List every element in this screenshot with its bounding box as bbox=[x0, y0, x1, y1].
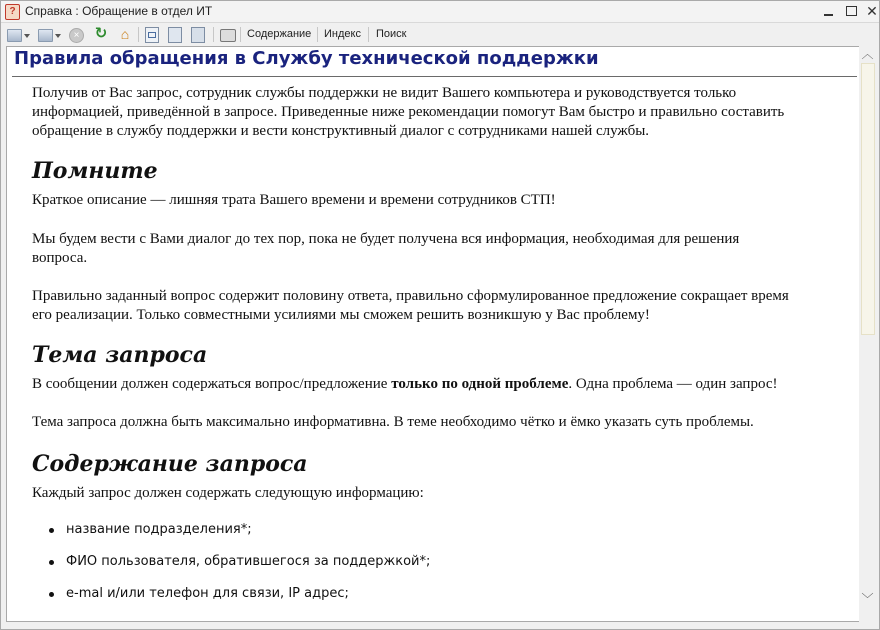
toolbar bbox=[1, 23, 879, 45]
forward-icon[interactable] bbox=[38, 29, 53, 42]
print-icon[interactable] bbox=[220, 29, 236, 42]
remember-paragraph-1: Краткое описание — лишняя трата Вашего времени и времени сотрудников СТП! bbox=[32, 192, 556, 208]
paragraph-line: его реализации. Только совместными усилиями мы сможем решить возникшую у Вас проблему! bbox=[32, 307, 650, 323]
close-button[interactable] bbox=[861, 2, 880, 20]
maximize-icon bbox=[846, 6, 857, 16]
intro-paragraph bbox=[32, 84, 847, 141]
contents-link[interactable]: Содержание bbox=[247, 28, 312, 40]
paragraph-line: вопроса. bbox=[32, 250, 88, 266]
content-paragraph: Каждый запрос должен содержать следующую информацию: bbox=[32, 485, 424, 501]
paragraph-text: В сообщении должен содержаться вопрос/предложение bbox=[32, 376, 392, 392]
paragraph-text: . Одна проблема — один запрос! bbox=[568, 376, 778, 392]
scroll-up-icon[interactable]: ︿ bbox=[861, 47, 874, 61]
title-divider bbox=[12, 76, 857, 77]
intro-line: Получив от Вас запрос, сотрудник службы поддержки не видит Вашего компьютера и руководствуется только bbox=[32, 85, 737, 101]
toolbar-separator bbox=[317, 27, 318, 42]
close-icon: ✕ bbox=[866, 3, 878, 19]
refresh-icon[interactable]: ↻ bbox=[94, 25, 108, 42]
toolbar-separator bbox=[138, 27, 139, 42]
stop-icon[interactable]: × bbox=[69, 28, 84, 43]
list-item-text: название подразделения*; bbox=[66, 522, 252, 537]
help-icon: ? bbox=[5, 4, 20, 20]
toolbar-separator bbox=[368, 27, 369, 42]
title-bar bbox=[1, 1, 879, 23]
subject-heading: Тема запроса bbox=[32, 342, 208, 368]
bullet-icon bbox=[49, 560, 54, 565]
list-item-text: e-mal и/или телефон для связи, IP адрес; bbox=[66, 586, 349, 601]
minimize-icon bbox=[824, 14, 833, 16]
remember-paragraph-3 bbox=[32, 287, 847, 325]
bullet-icon bbox=[49, 528, 54, 533]
paragraph-line: Мы будем вести с Вами диалог до тех пор, пока не будет получена вся информация, необходимая для решения bbox=[32, 231, 740, 247]
intro-line: обращение в службу поддержки и вести конструктивный диалог с сотрудниками нашей службы. bbox=[32, 123, 650, 139]
vertical-scrollbar[interactable] bbox=[859, 46, 876, 622]
intro-line: информацией, приведённой в запросе. Приведенные ниже рекомендации помогут Вам быстро и правильно составить bbox=[32, 104, 785, 120]
search-link[interactable]: Поиск bbox=[376, 28, 407, 40]
list-item-text: ФИО пользователя, обратившегося за поддержкой*; bbox=[66, 554, 431, 569]
remember-paragraph-2 bbox=[32, 230, 847, 268]
prev-page-icon[interactable] bbox=[168, 27, 182, 43]
sync-toc-icon[interactable] bbox=[145, 27, 159, 43]
scroll-down-icon[interactable]: ﹀ bbox=[861, 592, 874, 606]
help-document bbox=[6, 46, 860, 622]
subject-paragraph-2: Тема запроса должна быть максимально информативна. В теме необходимо чётко и ёмко указать суть проблемы. bbox=[32, 414, 754, 430]
paragraph-line: Правильно заданный вопрос содержит половину ответа, правильно сформулированное предложение сокращает время bbox=[32, 288, 789, 304]
scroll-thumb[interactable] bbox=[861, 63, 875, 335]
home-icon[interactable]: ⌂ bbox=[120, 26, 130, 42]
toolbar-separator bbox=[240, 27, 241, 42]
back-icon[interactable] bbox=[7, 29, 22, 42]
bullet-icon bbox=[49, 592, 54, 597]
toolbar-separator bbox=[213, 27, 214, 42]
next-page-icon[interactable] bbox=[191, 27, 205, 43]
page-title: Правила обращения в Службу технической поддержки bbox=[14, 48, 599, 69]
window-title: Справка : Обращение в отдел ИТ bbox=[25, 4, 213, 18]
subject-paragraph-1 bbox=[32, 375, 847, 394]
content-heading: Содержание запроса bbox=[32, 451, 308, 477]
emphasis-text: только по одной проблеме bbox=[391, 376, 569, 392]
index-link[interactable]: Индекс bbox=[324, 28, 361, 40]
remember-heading: Помните bbox=[32, 158, 158, 184]
forward-dropdown-icon[interactable] bbox=[55, 34, 61, 38]
maximize-button[interactable] bbox=[840, 2, 862, 20]
minimize-button[interactable] bbox=[817, 2, 839, 20]
back-dropdown-icon[interactable] bbox=[24, 34, 30, 38]
